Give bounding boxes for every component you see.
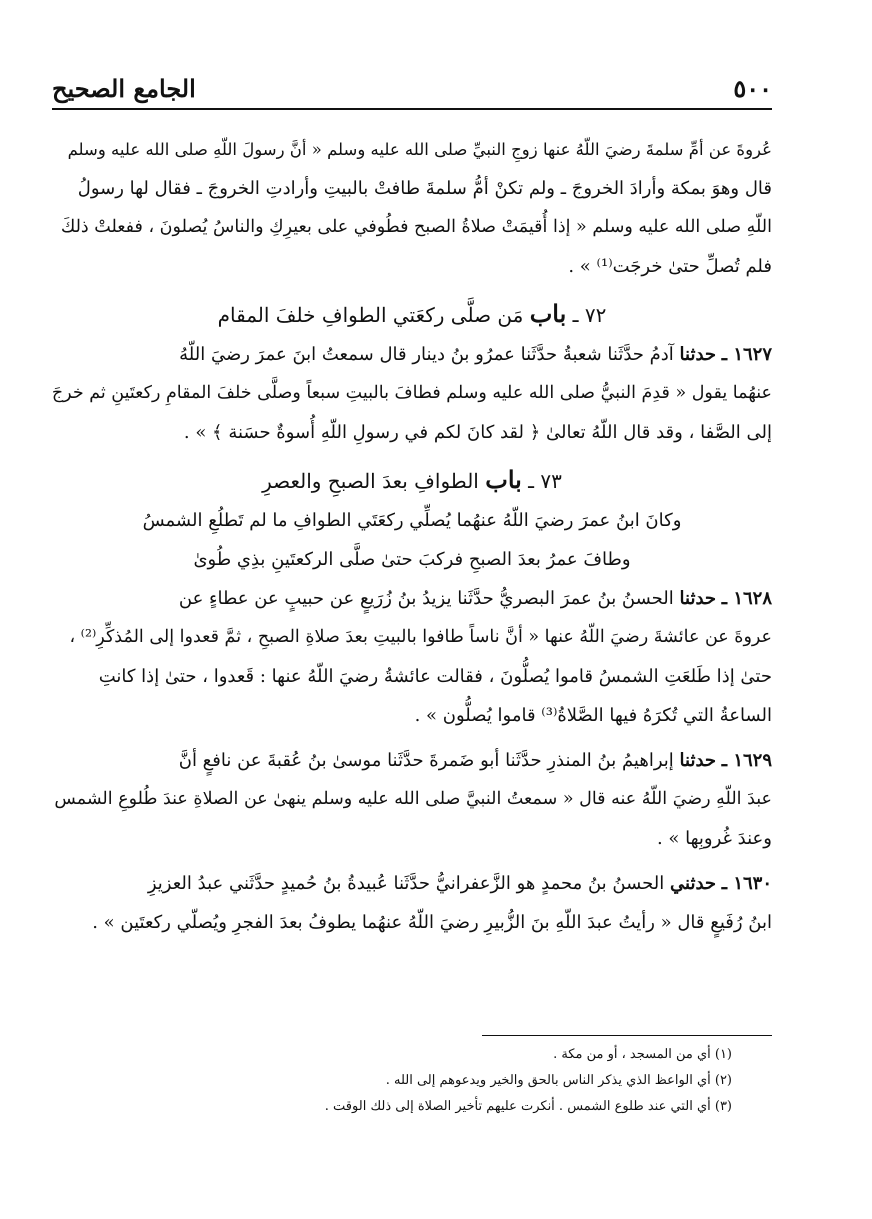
chapter-heading-72 bbox=[52, 294, 772, 335]
text-line: الساعةُ التي تُكرَهُ فيها الصَّلاةُ⁽³⁾ قاموا يُصلُّون » . bbox=[414, 705, 772, 726]
hadith-1627 bbox=[52, 335, 772, 452]
chapter-number: ٧٣ ـ bbox=[528, 469, 562, 493]
hadith-number: ١٦٣٠ ـ bbox=[721, 873, 772, 894]
text-line: عنهُما يقول « قدِمَ النبيُّ صلى الله عليه وسلم فطافَ بالبيتِ سبعاً وصلَّى خلفَ المقامِ ركعتَينِ ثم خرجَ bbox=[51, 383, 772, 403]
text-line: حتىٰ إذا طَلعَتِ الشمسُ قاموا يُصلُّونَ ، فقالت عائشةُ رضيَ اللّهُ عنها : قَعدوا ، حتىٰ إذا كانتِ bbox=[98, 666, 772, 687]
text-line bbox=[52, 335, 772, 374]
hadith-text: الحسنُ بنُ محمدٍ هو الزَّعفرانيُّ حدَّثَنا عُبيدةُ بنُ حُميدٍ حدَّثَني عبدُ العزيزِ bbox=[147, 873, 665, 894]
page-number: ٥٠٠ bbox=[733, 74, 772, 103]
chapter-heading-73 bbox=[52, 460, 772, 501]
hadith-text: آدمُ حدَّثَنا شعبةُ حدَّثَنا عمرُو بنُ دينار قال سمعتُ ابنَ عمرَ رضيَ اللّهُ bbox=[179, 344, 674, 365]
footnote-rule bbox=[482, 1035, 772, 1036]
text-line bbox=[52, 579, 772, 618]
page-header bbox=[52, 74, 772, 104]
footnotes bbox=[325, 1042, 732, 1120]
hadith-number: ١٦٢٧ ـ bbox=[721, 344, 772, 365]
hadith-number: ١٦٢٩ ـ bbox=[721, 750, 772, 771]
hadith-text: الحسنُ بنُ عمرَ البصريُّ حدَّثَنا يزيدُ بنُ زُرَيعٍ عن حبيبٍ عن عطاءٍ عن bbox=[178, 588, 674, 609]
chapter-word: باب bbox=[529, 299, 567, 328]
footnote: (٣) أي التي عند طلوع الشمس . أنكرت عليهم تأخير الصلاة إلى ذلك الوقت . bbox=[324, 1099, 732, 1114]
text-line: عروةَ عن عائشةَ رضيَ اللّهُ عنها « أنَّ ناساً طافوا بالبيتِ بعدَ صلاةِ الصبحِ ، ثمَّ قعدوا إلى المُذكِّرِ⁽²⁾ ، bbox=[69, 627, 772, 647]
hadith-keyword: حدثني bbox=[670, 873, 717, 894]
text-line bbox=[52, 741, 772, 780]
text-line: وكانَ ابنُ عمرَ رضيَ اللّهُ عنهُما يُصلِّي ركعَتَي الطوافِ ما لم تَطلُعِ الشمسُ bbox=[142, 510, 682, 531]
text-line: وطافَ عمرُ بعدَ الصبحِ فركبَ حتىٰ صلَّى الركعتَينِ بذِي طُوىٰ bbox=[193, 549, 631, 570]
hadith-1628 bbox=[52, 579, 772, 735]
hadith-1629 bbox=[52, 741, 772, 858]
chapter-73-notes bbox=[52, 501, 772, 579]
chapter-title: مَن صلَّى ركعَتي الطوافِ خلفَ المقام bbox=[217, 303, 524, 327]
footnote: (١) أي من المسجد ، أو من مكة . bbox=[553, 1047, 732, 1062]
chapter-title: الطوافِ بعدَ الصبحِ والعصرِ bbox=[262, 469, 479, 493]
hadith-keyword: حدثنا bbox=[679, 750, 717, 771]
chapter-number: ٧٢ ـ bbox=[572, 303, 607, 327]
hadith-number: ١٦٢٨ ـ bbox=[721, 588, 772, 609]
page-body bbox=[52, 130, 772, 942]
hadith-1630 bbox=[52, 864, 772, 942]
running-title: الجامع الصحيح bbox=[52, 74, 196, 103]
text-line: عبدَ اللّهِ رضيَ اللّهُ عنه قال « سمعتُ النبيَّ صلى الله عليه وسلم ينهىٰ عن الصلاةِ عندَ طُلوعِ الشمس bbox=[54, 789, 772, 809]
text-line: ابنُ رُفَيعٍ قال « رأيتُ عبدَ اللّهِ بنَ الزُّبيرِ رضيَ اللّهُ عنهُما يطوفُ بعدَ الفجرِ ويُصلّي ركعتَين » . bbox=[92, 912, 772, 933]
header-rule bbox=[52, 108, 772, 110]
hadith-keyword: حدثنا bbox=[679, 344, 717, 365]
footnote: (٢) أي الواعظ الذي يذكر الناس بالحق والخير ويدعوهم إلى الله . bbox=[385, 1073, 732, 1088]
hadith-text: إبراهيمُ بنُ المنذرِ حدَّثَنا أبو ضَمرةَ حدَّثَنا موسىٰ بنُ عُقبةَ عن نافعٍ أنَّ bbox=[178, 750, 674, 771]
text-line: إلى الصَّفا ، وقد قال اللّهُ تعالىٰ ﴿ لقد كانَ لكم في رسولِ اللّهِ أُسوةٌ حسَنة ﴾ » . bbox=[183, 422, 772, 443]
text-line: فلم تُصلِّ حتىٰ خرجَت⁽¹⁾ » . bbox=[568, 256, 772, 277]
hadith-keyword: حدثنا bbox=[679, 588, 717, 609]
text-line: اللّهِ صلى الله عليه وسلم « إذا أُقيمَتْ صلاةُ الصبح فطُوفي على بعيرِكِ والناسُ يُصلونَ ، ففعلتْ ذلكَ bbox=[60, 217, 772, 237]
text-line: عُروةَ عن أمِّ سلمةَ رضيَ اللّهُ عنها زوجِ النبيِّ صلى الله عليه وسلم « أنَّ رسولَ اللّهِ صلى الله عليه وسلم bbox=[67, 140, 772, 159]
chapter-word: باب bbox=[485, 465, 522, 494]
text-line: وعندَ غُروبِها » . bbox=[656, 828, 772, 849]
text-line: قال وهوَ بمكة وأرادَ الخروجَ ـ ولم تكنْ أمُّ سلمةَ طافتْ بالبيتِ وأرادتِ الخروجَ ـ فقال لها رسولُ bbox=[77, 178, 772, 199]
text-line bbox=[52, 864, 772, 903]
intro-paragraph bbox=[52, 130, 772, 286]
